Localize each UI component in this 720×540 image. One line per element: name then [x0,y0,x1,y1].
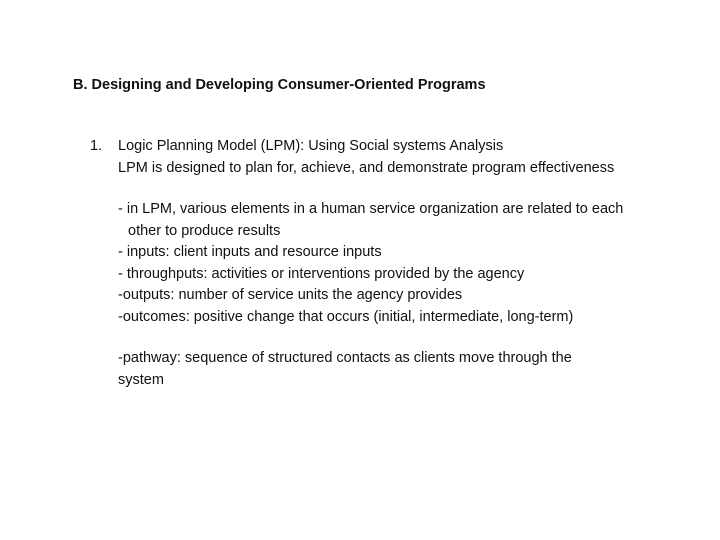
numbered-item [90,136,700,391]
point-elements-line2: other to produce results [128,222,281,239]
point-outputs: -outputs: number of service units the agency provides [118,287,463,303]
item-title: Logic Planning Model (LPM): Using Social systems Analysis [118,138,504,154]
item-subtitle: LPM is designed to plan for, achieve, and demonstrate program effectiveness [118,159,615,176]
point-elements-line1: - in LPM, various elements in a human service organization are related to each [118,201,624,217]
pathway-block [118,348,700,391]
section-heading: B. Designing and Developing Consumer-Oriented Programs [73,77,486,93]
item-number: 1. [90,138,103,154]
point-throughputs: - throughputs: activities or interventions provided by the agency [118,265,525,282]
points-list [118,199,700,328]
point-outcomes: -outcomes: positive change that occurs (initial, intermediate, long-term) [118,308,574,325]
point-inputs: - inputs: client inputs and resource inputs [118,244,382,260]
pathway-line2: system [118,371,164,388]
item-body [118,136,700,391]
pathway-line1: -pathway: sequence of structured contacts as clients move through the [118,350,572,366]
